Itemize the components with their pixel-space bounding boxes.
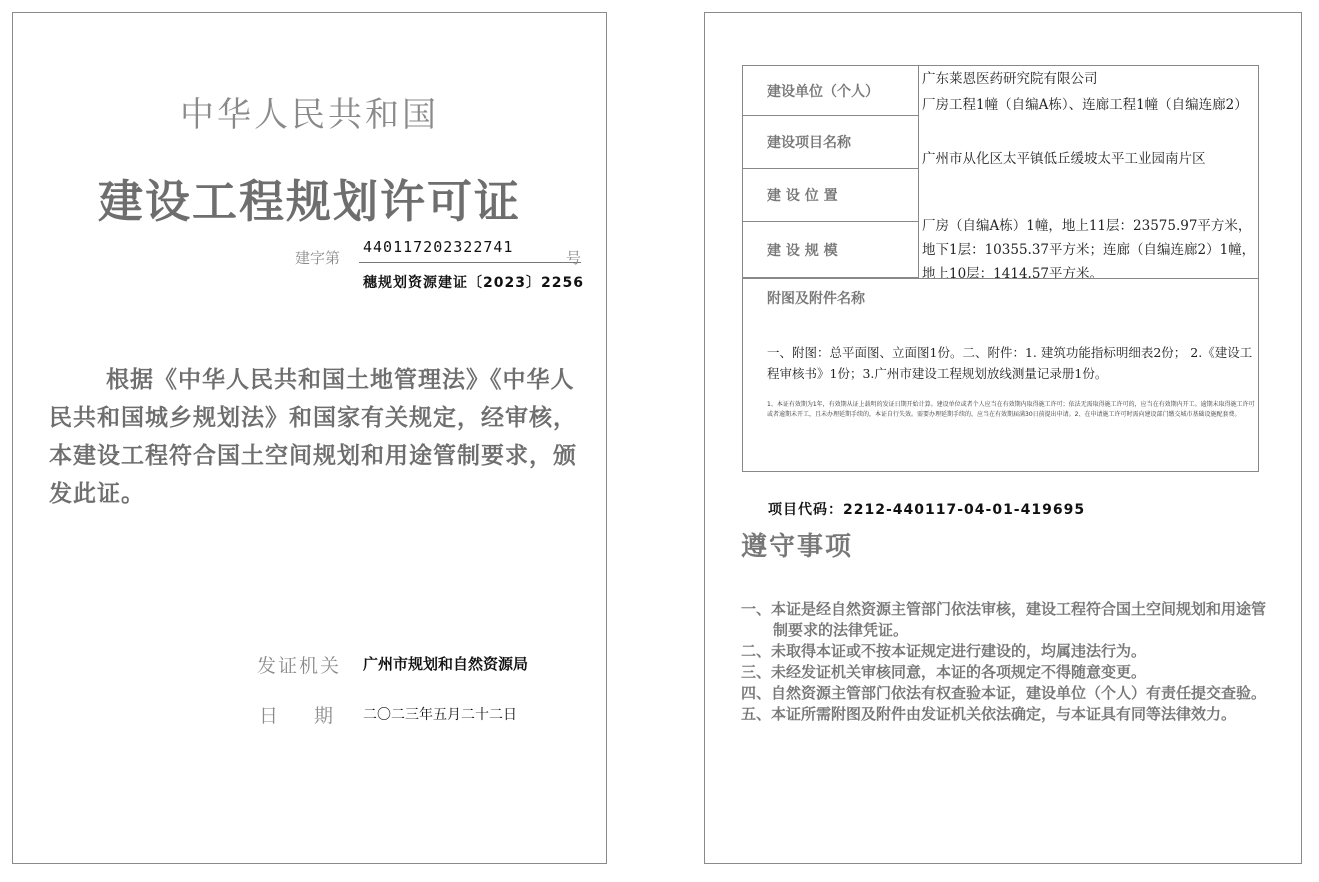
label-scale: 建 设 规 模 bbox=[743, 222, 919, 278]
cert-reference: 穗规划资源建证〔2023〕2256 bbox=[363, 275, 584, 291]
issuer-label: 发证机关 bbox=[257, 655, 342, 677]
compliance-rules bbox=[741, 599, 1276, 725]
rule-item: 一、本证是经自然资源主管部门依法审核，建设工程符合国土空间规划和用途管制要求的法律凭证。 bbox=[741, 600, 1267, 639]
rule-item: 五、本证所需附图及附件由发证机关依法确定，与本证具有同等法律效力。 bbox=[741, 705, 1237, 723]
compliance-title: 遵守事项 bbox=[741, 532, 854, 562]
rule-item: 二、未取得本证或不按本证规定进行建设的，均属违法行为。 bbox=[741, 642, 1147, 660]
certificate-title: 建设工程规划许可证 bbox=[97, 175, 521, 228]
date-value: 二〇二三年五月二十二日 bbox=[363, 707, 517, 723]
rule-item: 四、自然资源主管部门依法有权查验本证，建设单位（个人）有责任提交查验。 bbox=[741, 684, 1267, 702]
label-location: 建 设 位 置 bbox=[743, 169, 919, 222]
certificate-back-page bbox=[704, 12, 1302, 864]
issuer-value: 广州市规划和自然资源局 bbox=[363, 655, 529, 673]
date-label: 日期 bbox=[259, 705, 370, 727]
rule-item: 三、未经发证机关审核同意，本证的各项规定不得随意变更。 bbox=[741, 663, 1147, 681]
value-project-name: 厂房工程1幢（自编A栋）、连廊工程1幢（自编连廊2） bbox=[922, 97, 1248, 113]
country-name: 中华人民共和国 bbox=[180, 95, 439, 135]
validity-note: 1、本证有效期为1年，有效期从证上载明的发证日期开始计算。建设单位或者个人应当在有效期内取得施工许可；依法无需取得施工许可的，应当在有效期内开工。逾期未取得施工许可或者逾期未开工，且未办理延期手续的，本证自行失效。需要办理延期手续的，应当在有效期届满30日前提出申请。2、在申请施工许可时需向建设部门缴交城市基础设施配套费。 bbox=[767, 401, 1255, 418]
attachments-label: 附图及附件名称 bbox=[767, 291, 865, 307]
cert-number-label: 建字第 bbox=[295, 249, 341, 267]
value-location: 广州市从化区太平镇低丘缓坡太平工业园南片区 bbox=[922, 151, 1206, 167]
table-divider bbox=[743, 278, 1258, 279]
label-project-name: 建设项目名称 bbox=[743, 116, 919, 169]
value-construction-unit: 广东莱恩医药研究院有限公司 bbox=[922, 71, 1098, 87]
cert-number-suffix: 号 bbox=[566, 249, 582, 267]
attachments-text: 一、附图：总平面图、立面图1份。二、附件：1. 建筑功能指标明细表2份； 2.《建设工程审核书》1份；3.广州市建设工程规划放线测量记录册1份。 bbox=[767, 345, 1253, 381]
value-scale: 厂房（自编A栋）1幢，地上11层：23575.97平方米，地下1层：10355.37平方米；连廊（自编连廊2）1幢，地上10层：1414.57平方米。 bbox=[922, 218, 1256, 282]
certificate-front-page bbox=[12, 12, 607, 864]
cert-number-value: 440117202322741 bbox=[359, 238, 581, 263]
label-construction-unit: 建设单位（个人） bbox=[743, 66, 919, 116]
project-info-table bbox=[742, 65, 1259, 472]
project-code: 项目代码：2212-440117-04-01-419695 bbox=[768, 502, 1086, 518]
legal-basis-paragraph: 根据《中华人民共和国土地管理法》《中华人民共和国城乡规划法》和国家有关规定，经审核，本建设工程符合国土空间规划和用途管制要求，颁发此证。 bbox=[49, 367, 577, 507]
